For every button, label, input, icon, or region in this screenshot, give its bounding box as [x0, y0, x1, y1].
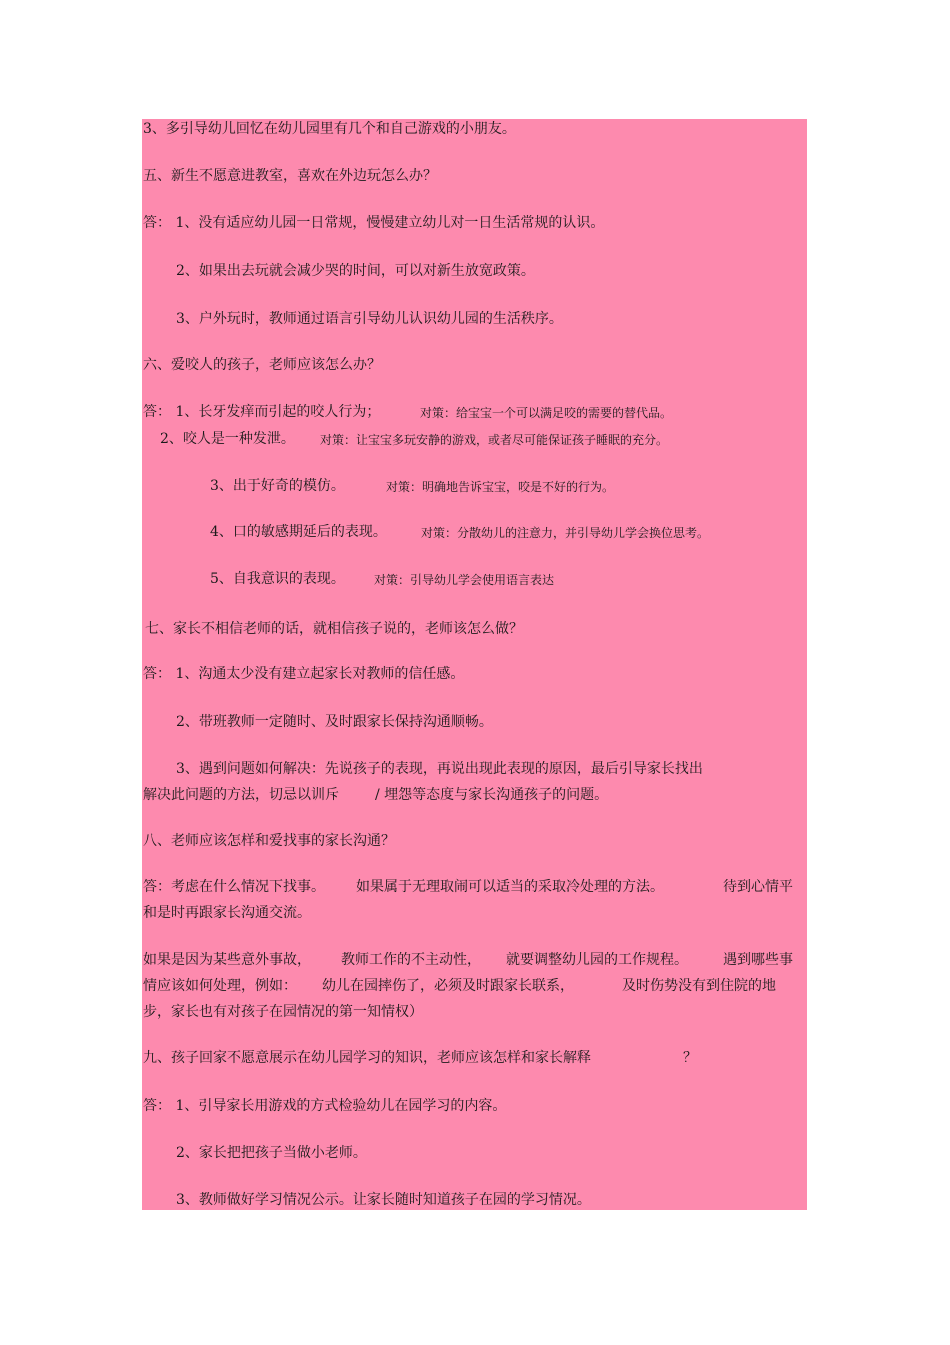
strategy-note: 对策：分散幼儿的注意力，并引导幼儿学会换位思考。 [421, 526, 710, 540]
paragraph-line: 情应该如何处理，例如： [143, 978, 297, 994]
answer-line: 3、教师做好学习情况公示。让家长随时知道孩子在园的学习情况。 [176, 1192, 591, 1208]
answer-line: 答： 1、沟通太少没有建立起家长对教师的信任感。 [143, 666, 465, 682]
strategy-note: 对策：给宝宝一个可以满足咬的需要的替代品。 [420, 406, 673, 420]
answer-line: 如果属于无理取闹可以适当的采取冷处理的方法。 [356, 879, 664, 895]
answer-line: 2、如果出去玩就会减少哭的时间，可以对新生放宽政策。 [176, 263, 535, 279]
answer-line: 答： 1、没有适应幼儿园一日常规，慢慢建立幼儿对一日生活常规的认识。 [143, 215, 605, 231]
paragraph-line: 就要调整幼儿园的工作规程。 [506, 952, 688, 968]
answer-line: 解决此问题的方法，切忌以训斥 [143, 787, 339, 803]
question-heading: 六、爱咬人的孩子，老师应该怎么办？ [143, 357, 381, 373]
strategy-note: 对策：引导幼儿学会使用语言表达 [374, 573, 555, 587]
paragraph-line: 及时伤势没有到住院的地 [622, 978, 776, 994]
answer-line: 3、出于好奇的模仿。 [210, 478, 345, 494]
paragraph-line: 教师工作的不主动性， [341, 952, 481, 968]
paragraph-line: 遇到哪些事 [723, 952, 793, 968]
answer-line: 和是时再跟家长沟通交流。 [143, 905, 311, 921]
question-heading: 八、老师应该怎样和爱找事的家长沟通？ [143, 833, 395, 849]
answer-line: 3、户外玩时，教师通过语言引导幼儿认识幼儿园的生活秩序。 [176, 311, 563, 327]
answer-line: 2、家长把把孩子当做小老师。 [176, 1145, 367, 1161]
answer-line: 4、口的敏感期延后的表现。 [210, 524, 387, 540]
strategy-note: 对策：让宝宝多玩安静的游戏，或者尽可能保证孩子睡眠的充分。 [320, 433, 669, 447]
paragraph-line: 幼儿在园摔伤了，必须及时跟家长联系， [322, 978, 574, 994]
answer-line: 5、自我意识的表现。 [210, 571, 345, 587]
strategy-note: 对策：明确地告诉宝宝，咬是不好的行为。 [386, 480, 615, 494]
answer-line: 3、遇到问题如何解决：先说孩子的表现，再说出现此表现的原因，最后引导家长找出 [176, 761, 703, 777]
question-heading: 七、家长不相信老师的话，就相信孩子说的，老师该怎么做？ [145, 621, 523, 637]
question-heading: 九、孩子回家不愿意展示在幼儿园学习的知识，老师应该怎样和家长解释 [143, 1050, 591, 1066]
answer-line: / 埋怨等态度与家长沟通孩子的问题。 [375, 787, 609, 803]
answer-line: 答：考虑在什么情况下找事。 [143, 879, 325, 895]
answer-line: 2、带班教师一定随时、及时跟家长保持沟通顺畅。 [176, 714, 493, 730]
question-heading: 五、新生不愿意进教室，喜欢在外边玩怎么办？ [143, 168, 437, 184]
answer-line: 待到心情平 [723, 879, 793, 895]
question-mark: ？ [683, 1050, 697, 1066]
answer-line: 答： 1、长牙发痒而引起的咬人行为； [143, 404, 381, 420]
answer-line: 2、咬人是一种发泄。 [160, 431, 295, 447]
answer-line: 答： 1、引导家长用游戏的方式检验幼儿在园学习的内容。 [143, 1098, 507, 1114]
paragraph-line: 如果是因为某些意外事故， [143, 952, 311, 968]
paragraph-line: 步，家长也有对孩子在园情况的第一知情权） [143, 1004, 423, 1020]
text-line: 3、多引导幼儿回忆在幼儿园里有几个和自己游戏的小朋友。 [143, 121, 516, 137]
